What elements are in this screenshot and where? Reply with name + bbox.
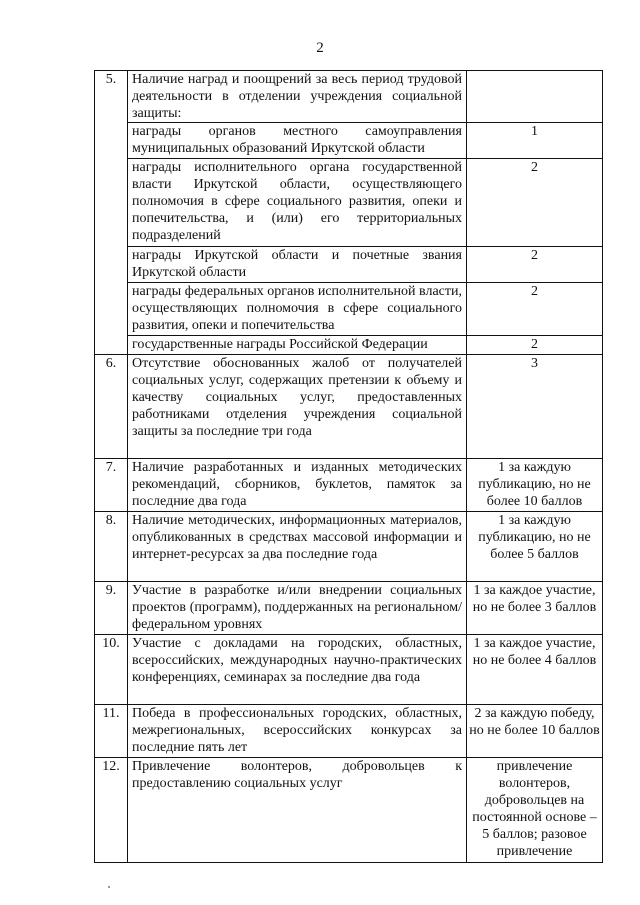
row-score: 2 xyxy=(467,283,603,336)
row-score: 1 за каждое участие, но не более 4 баллов xyxy=(467,635,603,705)
table-row xyxy=(95,355,603,459)
row-score: 2 за каждую победу, но не более 10 баллов xyxy=(467,705,603,758)
row-number: 11. xyxy=(95,705,128,758)
row-score: 1 за каждое участие, но не более 3 баллов xyxy=(467,582,603,635)
row-description: Победа в профессиональных городских, областных, межрегиональных, всероссийских конкурсах за последние пять лет xyxy=(128,705,467,758)
row-score xyxy=(467,71,603,123)
row-description: награды органов местного самоуправления муниципальных образований Иркутской области xyxy=(128,123,467,159)
table-row xyxy=(95,705,603,758)
row-score: 3 xyxy=(467,355,603,459)
table-row xyxy=(95,283,603,336)
table-row xyxy=(95,71,603,123)
row-number: 8. xyxy=(95,512,128,582)
row-score: 2 xyxy=(467,159,603,247)
row-number: 7. xyxy=(95,459,128,512)
row-description: Отсутствие обоснованных жалоб от получателей социальных услуг, содержащих претензии к объему и качеству социальных услуг, предоставленных работниками отделения учреждения социальной защиты за последние три года xyxy=(128,355,467,459)
row-description: государственные награды Российской Федерации xyxy=(128,336,467,355)
row-score: 1 за каждую публикацию, но не более 5 баллов xyxy=(467,512,603,582)
row-number: 5. xyxy=(95,71,128,355)
row-description: награды Иркутской области и почетные звания Иркутской области xyxy=(128,247,467,283)
table-row xyxy=(95,247,603,283)
row-score: 2 xyxy=(467,247,603,283)
row-description: Наличие разработанных и изданных методических рекомендаций, сборников, буклетов, памяток за последние два года xyxy=(128,459,467,512)
row-score: 1 xyxy=(467,123,603,159)
table-row xyxy=(95,336,603,355)
table-row xyxy=(95,159,603,247)
row-number: 12. xyxy=(95,758,128,863)
row-description: Участие в разработке и/или внедрении социальных проектов (программ), поддержанных на региональном/федеральном уровнях xyxy=(128,582,467,635)
table-row xyxy=(95,123,603,159)
row-score: 1 за каждую публикацию, но не более 10 баллов xyxy=(467,459,603,512)
page-number: 2 xyxy=(316,40,324,56)
row-description: Наличие наград и поощрений за весь период трудовой деятельности в отделении учреждения социальной защиты: xyxy=(128,71,467,123)
row-score: 2 xyxy=(467,336,603,355)
table-row xyxy=(95,758,603,863)
row-description: награды федеральных органов исполнительной власти, осуществляющих полномочия в сфере социального развития, опеки и попечительства xyxy=(128,283,467,336)
table-row xyxy=(95,512,603,582)
row-description: Участие с докладами на городских, областных, всероссийских, международных научно-практических конференциях, семинарах за последние два года xyxy=(128,635,467,705)
row-description: Привлечение волонтеров, добровольцев к предоставлению социальных услуг xyxy=(128,758,467,863)
criteria-table xyxy=(94,70,603,863)
row-description: награды исполнительного органа государственной власти Иркутской области, осуществляющего полномочия в сфере социального развития, опеки и попечительства, и (или) его территориальных подразделений xyxy=(128,159,467,247)
row-description: Наличие методических, информационных материалов, опубликованных в средствах массовой информации и интернет-ресурсах за два последние года xyxy=(128,512,467,582)
row-number: 6. xyxy=(95,355,128,459)
table-row xyxy=(95,582,603,635)
row-score: привлечение волонтеров, добровольцев на постоянной основе – 5 баллов; разовое привлечение xyxy=(467,758,603,863)
scan-speck xyxy=(108,886,110,888)
row-number: 9. xyxy=(95,582,128,635)
table-row xyxy=(95,459,603,512)
table-row xyxy=(95,635,603,705)
row-number: 10. xyxy=(95,635,128,705)
